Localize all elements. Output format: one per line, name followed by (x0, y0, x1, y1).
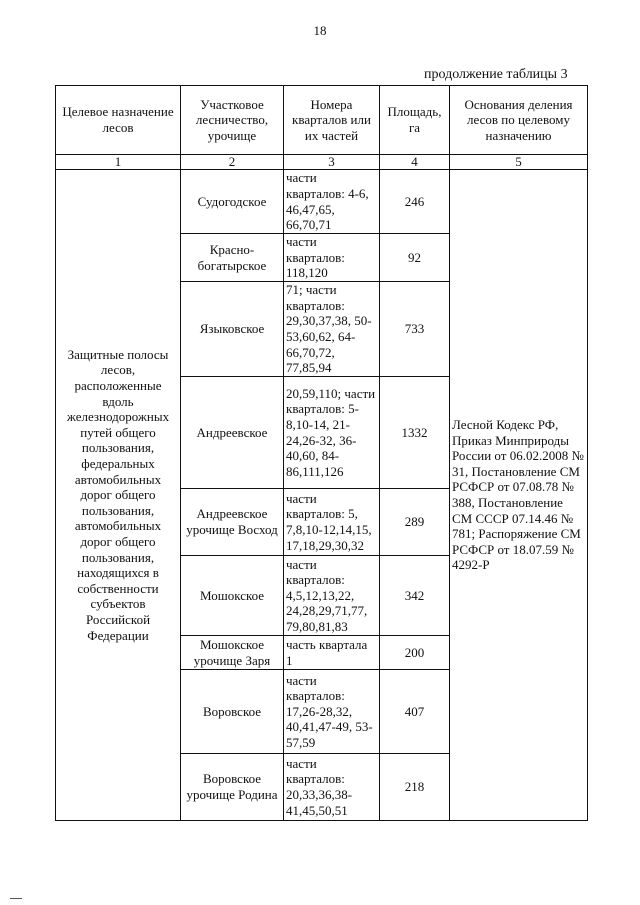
quarters-cell: части кварталов: 5, 7,8,10-12,14,15, 17,18,29,30,32 (284, 489, 380, 556)
table-row (56, 170, 588, 234)
column-number: 3 (284, 155, 380, 170)
basis-cell: Лесной Кодекс РФ, Приказ Минприроды России от 06.02.2008 № 31, Постановление СМ РСФСР от 07.08.78 № 388, Постановление СМ СССР 07.14.46 № 781; Распоряжение СМ РСФСР от 18.07.59 № 4292-Р (450, 170, 588, 821)
quarters-cell: части кварталов: 20,33,36,38-41,45,50,51 (284, 754, 380, 821)
area-cell: 733 (380, 282, 450, 377)
table-header-row (56, 86, 588, 155)
forestry-cell: Мошокское (181, 556, 284, 636)
area-cell: 92 (380, 234, 450, 282)
forest-purpose-cell: Защитные полосы лесов, расположенные вдоль железнодорожных путей общего пользования, федеральных автомобильных дорог общего пользования, автомобильных дорог общего пользования, находящихся в собственности субъектов Российской Федерации (56, 170, 181, 821)
quarters-cell: части кварталов: 4,5,12,13,22, 24,28,29,71,77, 79,80,81,83 (284, 556, 380, 636)
column-number: 2 (181, 155, 284, 170)
area-cell: 342 (380, 556, 450, 636)
forestry-cell: Красно-богатырское (181, 234, 284, 282)
header-quarters: Номера кварталов или их частей (284, 86, 380, 155)
forestry-cell: Судогодское (181, 170, 284, 234)
quarters-cell: части кварталов: 17,26-28,32, 40,41,47-49, 53-57,59 (284, 670, 380, 754)
area-cell: 218 (380, 754, 450, 821)
quarters-cell: 71; части кварталов: 29,30,37,38, 50-53,60,62, 64-66,70,72, 77,85,94 (284, 282, 380, 377)
column-number: 5 (450, 155, 588, 170)
quarters-cell: 20,59,110; части кварталов: 5-8,10-14, 21-24,26-32, 36-40,60, 84-86,111,126 (284, 377, 380, 489)
forestry-cell: Мошокское урочище Заря (181, 636, 284, 670)
header-basis: Основания деления лесов по целевому назначению (450, 86, 588, 155)
area-cell: 1332 (380, 377, 450, 489)
forestry-cell: Андреевское (181, 377, 284, 489)
footer-mark (10, 898, 22, 899)
forestry-cell: Андреевское урочище Восход (181, 489, 284, 556)
forest-purpose-table (55, 85, 588, 821)
header-area: Площадь, га (380, 86, 450, 155)
quarters-cell: части кварталов: 118,120 (284, 234, 380, 282)
forestry-cell: Языковское (181, 282, 284, 377)
forestry-cell: Воровское урочище Родина (181, 754, 284, 821)
header-purpose: Целевое назначение лесов (56, 86, 181, 155)
area-cell: 407 (380, 670, 450, 754)
column-number-row (56, 155, 588, 170)
column-number: 1 (56, 155, 181, 170)
header-forestry: Участковое лесничество, урочище (181, 86, 284, 155)
table-continuation-label: продолжение таблицы 3 (424, 67, 568, 82)
quarters-cell: части кварталов: 4-6, 46,47,65, 66,70,71 (284, 170, 380, 234)
area-cell: 289 (380, 489, 450, 556)
page-number: 18 (313, 23, 327, 38)
area-cell: 246 (380, 170, 450, 234)
forestry-cell: Воровское (181, 670, 284, 754)
quarters-cell: часть квартала 1 (284, 636, 380, 670)
column-number: 4 (380, 155, 450, 170)
area-cell: 200 (380, 636, 450, 670)
